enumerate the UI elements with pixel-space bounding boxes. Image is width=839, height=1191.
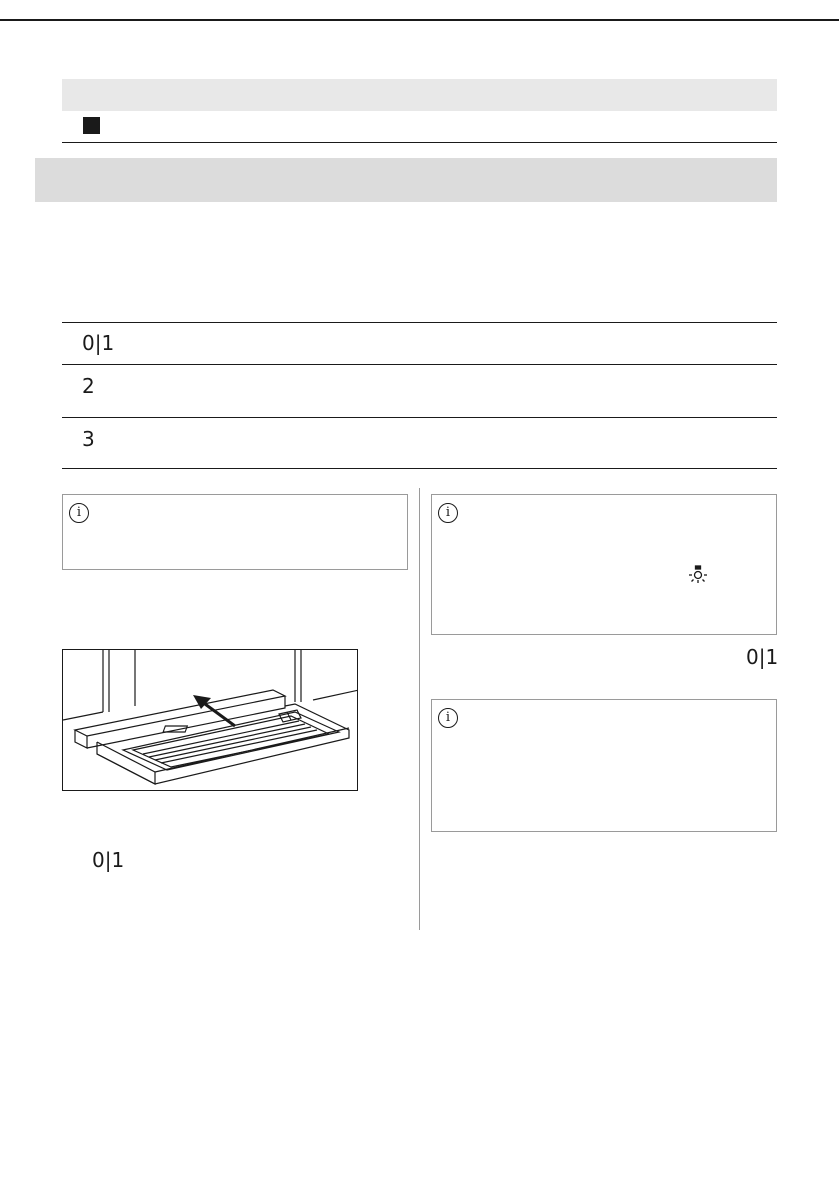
- speed-3-symbol: 3: [82, 427, 95, 451]
- header-band: [62, 79, 777, 111]
- control-row-speed-3: [62, 417, 777, 469]
- on-off-symbol: 0|1: [82, 331, 115, 355]
- info-note-right-top: [431, 494, 777, 635]
- section-heading-band: [35, 158, 777, 202]
- left-column-switch-symbol: 0|1: [92, 848, 125, 872]
- hood-pull-out-illustration: [62, 649, 358, 791]
- light-bulb-icon: [688, 565, 708, 585]
- control-table-bottom-rule: [62, 468, 777, 469]
- control-row-speed-2: [62, 364, 777, 418]
- column-divider: [419, 488, 420, 930]
- header-subrow: [62, 111, 777, 143]
- speed-2-symbol: 2: [82, 374, 95, 398]
- hood-drawing: [63, 650, 358, 791]
- black-square-marker-icon: [83, 117, 100, 134]
- control-row-on-off: [62, 322, 777, 365]
- info-icon: i: [69, 503, 89, 523]
- right-column-switch-symbol: 0|1: [746, 645, 779, 669]
- info-note-right-bottom: [431, 699, 777, 832]
- info-icon: i: [438, 503, 458, 523]
- info-note-left: [62, 494, 408, 570]
- info-icon: i: [438, 708, 458, 728]
- page-top-rule: [0, 19, 839, 21]
